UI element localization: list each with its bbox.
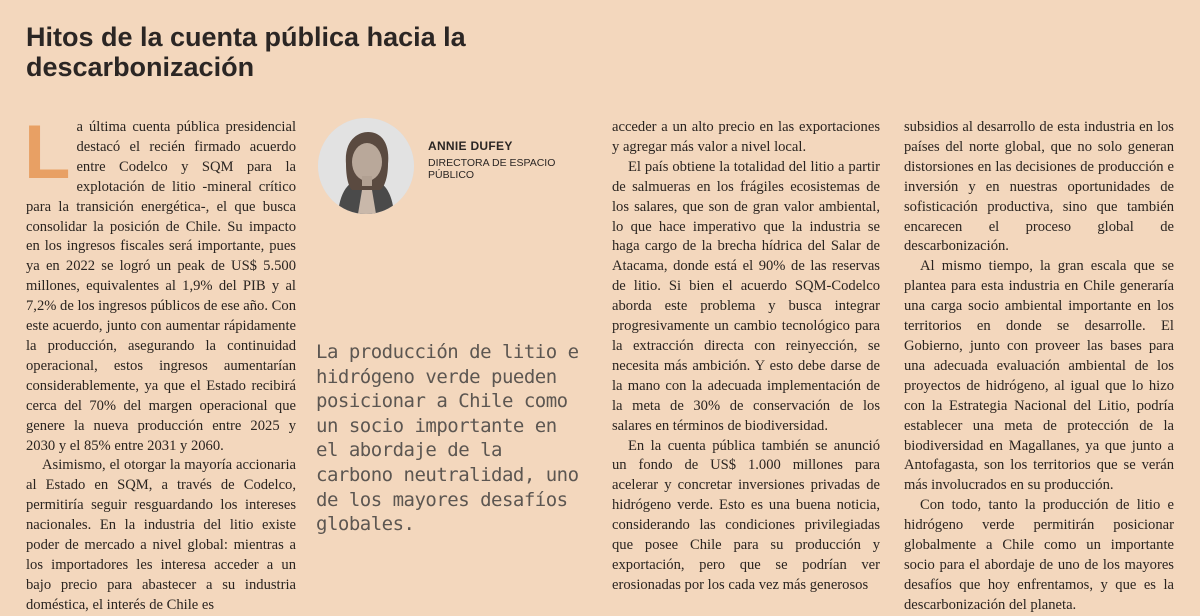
author-name: ANNIE DUFEY <box>428 139 513 153</box>
drop-cap: L <box>24 110 71 195</box>
paragraph: Con todo, tanto la producción de litio e hidrógeno verde permitirán posicionar globalmente a Chile como un importante socio para el abordaje de uno de los mayores desafíos que hoy enfrentamos, y que es la descarbonización del planeta. <box>904 497 1174 613</box>
article-column-4 <box>904 118 1174 616</box>
paragraph: En la cuenta pública también se anunció un fondo de US$ 1.000 millones para acelerar y concretar inversiones privadas de hidrógeno verde. Esto es una buena noticia, considerando las condiciones privilegiadas que posee Chile para su producción y exportación, pero que se podrían ver erosionadas por los cada vez más generosos <box>612 437 880 593</box>
author-avatar <box>318 118 414 214</box>
paragraph: subsidios al desarrollo de esta industria en los países del norte global, que no solo generan distorsiones en las decisiones de producción e inversión y en nuestras oportunidades de sofisticación productiva, sino que también encarecen el proceso global de descarbonización. <box>904 119 1174 255</box>
paragraph: Asimismo, el otorgar la mayoría accionaria al Estado en SQM, a través de Codelco, permitiría seguir resguardando los intereses nacionales. En la industria del litio existe poder de mercado a nivel global: mientras a los importadores les interesa acceder a un bajo precio para abastecer a su industria doméstica, el interés de Chile es <box>26 457 296 613</box>
article-title: Hitos de la cuenta pública hacia la descarbonización <box>26 22 466 82</box>
paragraph: a última cuenta pública presidencial destacó el recién firmado acuerdo entre Codelco y SQM para la explotación de litio -mineral crítico para la transición energética-, el que busca consolidar la posición de Chile. Su impacto en los ingresos fiscales será importante, pues ya en 2022 se logró un peak de US$ 5.500 millones, equivalentes al 1,9% del PIB y al 7,2% de los ingresos públicos de ese año. Con este acuerdo, junto con aumentar rápidamente la producción, asegurando la continuidad operacional, estos ingresos aumentarían considerablemente, ya que el Estado recibirá cerca del 70% del margen operacional que genere la nueva producción entre 2025 y 2030 y el 85% entre 2031 y 2060. <box>26 119 296 454</box>
author-photo-icon <box>318 118 414 214</box>
article-column-3 <box>612 118 880 596</box>
author-role: DIRECTORA DE ESPACIO PÚBLICO <box>428 157 556 181</box>
article-column-1 <box>24 110 296 616</box>
paragraph: El país obtiene la totalidad del litio a partir de salmueras en los frágiles ecosistemas de los salares, que son de gran valor ambiental, lo que hace imperativo que la industria se haga cargo de la brecha hídrica del Salar de Atacama, donde está el 90% de las reservas de litio. Si bien el acuerdo SQM-Codelco aborda este problema y busca integrar progresivamente un cambio tecnológico para la extracción directa con reinyección, se necesita más ambición. Y esto debe darse de la mano con la adecuada implementación de la meta de 30% de conservación de los salares en términos de biodiversidad. <box>612 158 880 434</box>
paragraph: Al mismo tiempo, la gran escala que se plantea para esta industria en Chile generaría una carga socio ambiental importante en los territorios en donde se desarrolle. El Gobierno, junto con proveer las bases para una adecuada evaluación ambiental de los proyectos de hidrógeno, al igual que lo hizo con la Estrategia Nacional del Litio, podría establecer una meta de protección de la biodiversidad en Magallanes, ya que junto a Antofagasta, son los territorios que se verán más involucrados en su producción. <box>904 258 1174 494</box>
paragraph: acceder a un alto precio en las exportaciones y agregar más valor a nivel local. <box>612 119 880 155</box>
pull-quote: La producción de litio e hidrógeno verde pueden posicionar a Chile como un socio importante en el abordaje de la carbono neutralidad, uno de los mayores desafíos globales. <box>316 341 579 536</box>
